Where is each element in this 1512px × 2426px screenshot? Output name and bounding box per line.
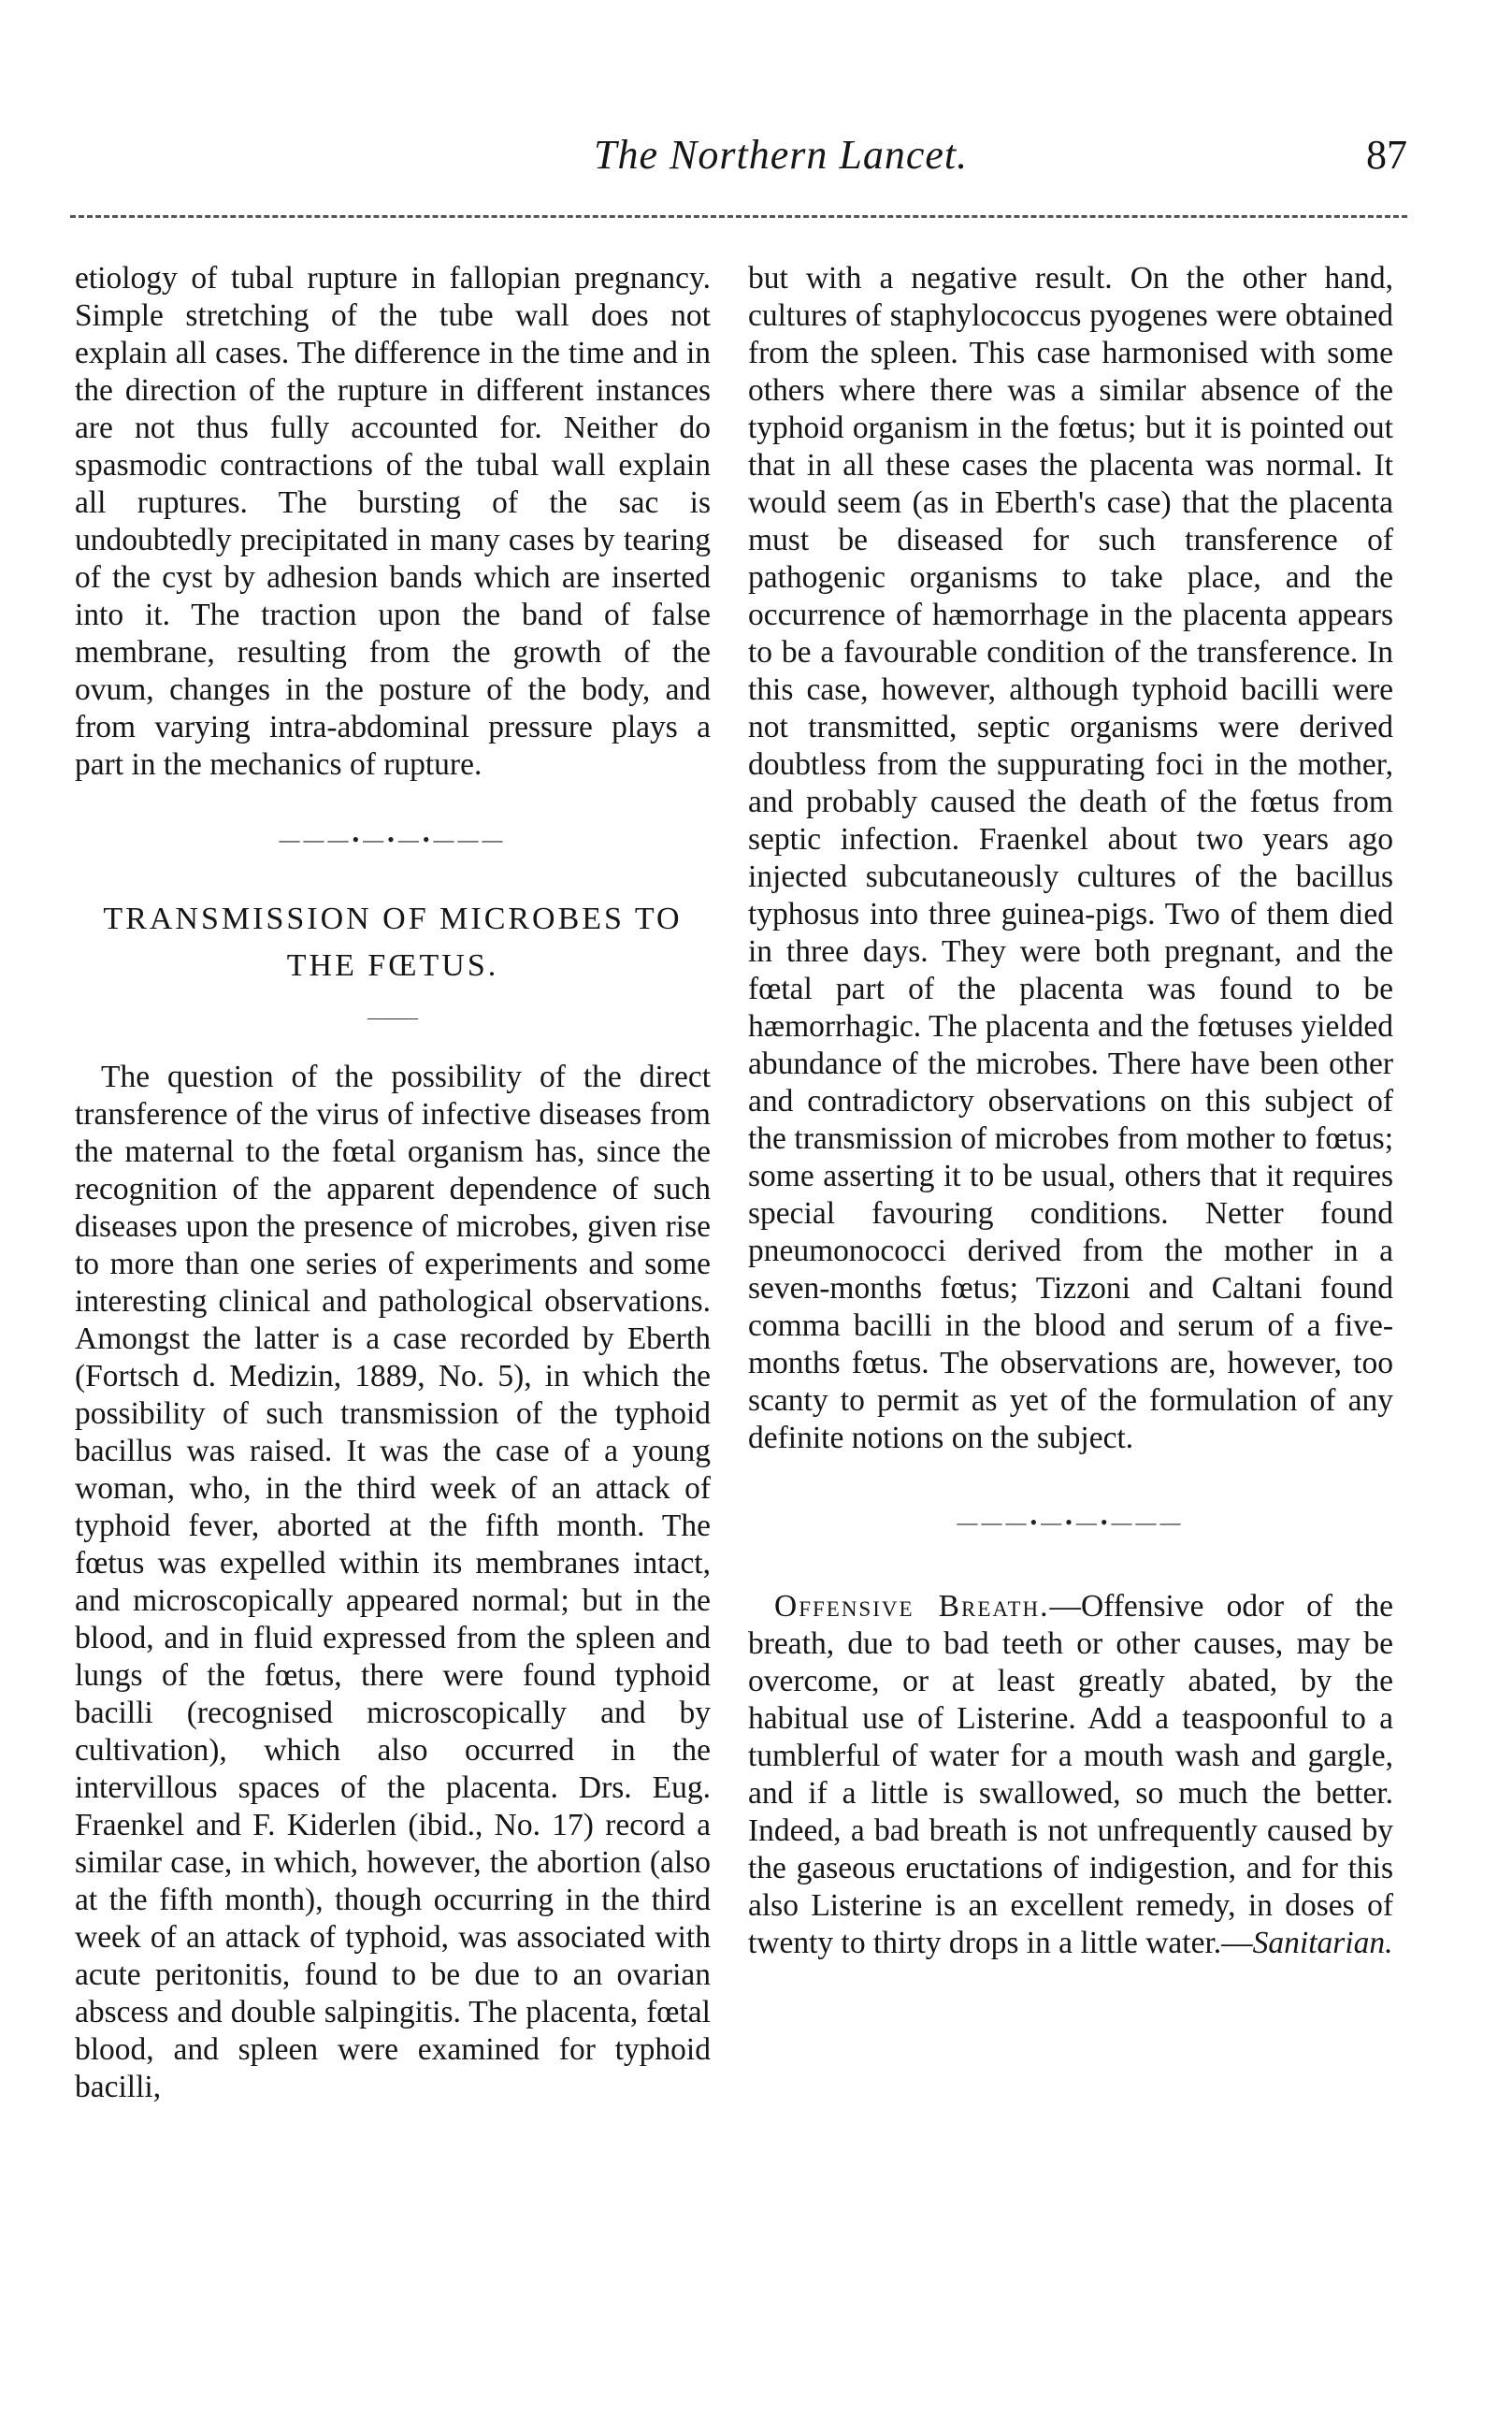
article-paragraph: The question of the possibility of the direct transference of the virus of infective diseases from the maternal to the fœtal organism has, since the recognition of the apparent dependence of such diseases upon the presence of microbes, given rise to more than one series of experiments and some interesting clinical and pathological observations. Amongst the latter is a case recorded by Eberth (Fortsch d. Medizin, 1889, No. 5), in which the possibility of such transmission of the typhoid bacillus was raised. It was the case of a young woman, who, in the third week of an attack of typhoid fever, aborted at the fifth month. The fœtus was expelled within its membranes intact, and microscopically appeared normal; but in the blood, and in fluid expressed from the spleen and lungs of the fœtus, there were found typhoid bacilli (recognised microscopically and by cultivation), which also occurred in the intervillous spaces of the placenta. Drs. Eug. Fraenkel and F. Kiderlen (ibid., No. 17) record a similar case, in which, however, the abortion (also at the fifth month), though occurring in the third week of an attack of typhoid, was associated with acute peritonitis, found to be due to an ovarian abscess and double salpingitis. The placenta, fœtal blood, and spleen were examined for typhoid bacilli, (75, 1060, 711, 2104)
running-title: The Northern Lancet. (594, 132, 969, 178)
section-ornament: ———•—•—•——— (279, 828, 507, 851)
right-column (748, 260, 1393, 1962)
section-ornament-right: ———•—•—•——— (957, 1510, 1185, 1534)
page-header (70, 131, 1417, 196)
note-text: —Offensive odor of the breath, due to bad teeth or other causes, may be overcome, or at least greatly abated, by the habitual use of Listerine. Add a teaspoonful to a tumblerful of water for a mouth wash and gargle, and if a little is swallowed, so much the better. Indeed, a bad breath is not unfrequently caused by the gaseous eructations of indigestion, and for this also Listerine is an excellent remedy, in doses of twenty to thirty drops in a little water.— (748, 1589, 1394, 1960)
left-column (75, 260, 711, 2106)
article-title: TRANSMISSION OF MICROBES TO THE FŒTUS. (103, 902, 683, 983)
page-number: 87 (1366, 132, 1407, 178)
note-source: Sanitarian. (1252, 1926, 1393, 1960)
continued-paragraph: etiology of tubal rupture in fallopian pregnancy. Simple stretching of the tube wall does not explain all cases. The difference in the time and in the direction of the rupture in different instances are not thus fully accounted for. Neither do spasmodic contractions of the tubal wall explain all ruptures. The bursting of the sac is undoubtedly precipitated in many cases by tearing of the cyst by adhesion bands which are inserted into it. The traction upon the band of false membrane, resulting from the growth of the ovum, changes in the posture of the body, and from varying intra-abdominal pressure plays a part in the mechanics of rupture. (75, 261, 711, 782)
continued-paragraph-right: but with a negative result. On the other hand, cultures of staphylococcus pyogenes were obtained from the spleen. This case harmonised with some others where there was a similar absence of the typhoid organism in the fœtus; but it is pointed out that in all these cases the placenta was normal. It would seem (as in Eberth's case) that the placenta must be diseased for such transference of pathogenic organisms to take place, and the occurrence of hæmorrhage in the placenta appears to be a favourable condition of the transference. In this case, however, although typhoid bacilli were not transmitted, septic organisms were derived doubtless from the suppurating foci in the mother, and probably caused the death of the fœtus from septic infection. Fraenkel about two years ago injected subcutaneously cultures of the bacillus typhosus into three guinea-pigs. Two of them died in three days. They were both pregnant, and the fœtal part of the placenta was found to be hæmorrhagic. The placenta and the fœtuses yielded abundance of the microbes. There have been other and contradictory observations on this subject of the transmission of microbes from mother to fœtus; some asserting it to be usual, others that it requires special favouring conditions. Netter found pneumonococci derived from the mother in a seven-months fœtus; Tizzoni and Caltani found comma bacilli in the blood and serum of a five-months fœtus. The observations are, however, too scanty to permit as yet of the formulation of any definite notions on the subject. (748, 261, 1393, 1455)
note-paragraph (748, 1588, 1393, 1962)
note-heading: Offensive Breath. (774, 1589, 1050, 1624)
header-rule (70, 215, 1407, 218)
title-ornament: ——— (367, 1008, 418, 1027)
